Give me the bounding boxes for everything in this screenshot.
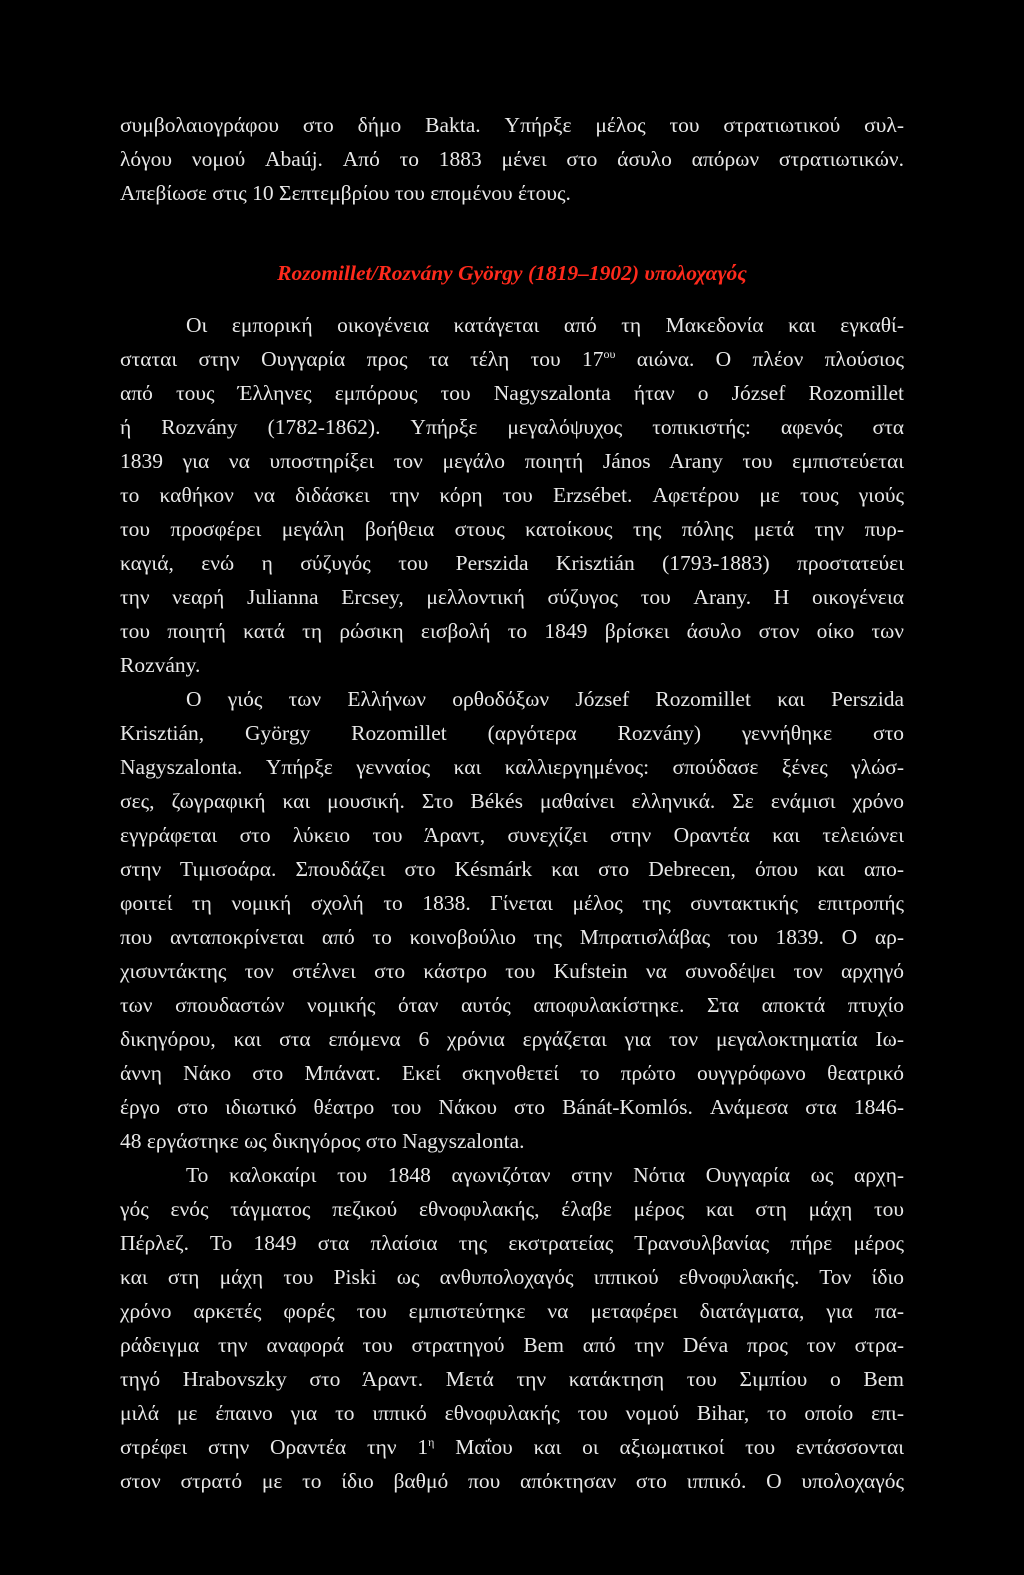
text-fragment: στρέφει στην Οραντέα την 1 bbox=[120, 1435, 429, 1459]
text-line: καγιά, ενώ η σύζυγός του Perszida Krisztián (1793-1883) προστατεύει bbox=[120, 551, 904, 575]
text-line: Nagyszalonta. Υπήρξε γενναίος και καλλιεργημένος: σπούδασε ξένες γλώσ- bbox=[120, 755, 904, 779]
text-line: στον στρατό με το ίδιο βαθμό που απόκτησαν στο ιππικό. Ο υπολοχαγός bbox=[120, 1469, 904, 1493]
text-line: Οι εμπορική οικογένεια κατάγεται από τη Μακεδονία και εγκαθί- bbox=[186, 313, 904, 337]
text-line: φοιτεί τη νομική σχολή το 1838. Γίνεται μέλος της συντακτικής επιτροπής bbox=[120, 891, 904, 915]
superscript: ου bbox=[603, 346, 616, 361]
text-line: χρόνο αρκετές φορές του εμπιστεύτηκε να μεταφέρει διατάγματα, για πα- bbox=[120, 1299, 904, 1323]
text-line: μιλά με έπαινο για το ιππικό εθνοφυλακής του νομού Bihar, το οποίο επι- bbox=[120, 1401, 904, 1425]
text-line: συμβολαιογράφου στο δήμο Bakta. Υπήρξε μέλος του στρατιωτικού συλ- bbox=[120, 113, 904, 137]
text-line: ράδειγμα την αναφορά του στρατηγού Bem από την Déva προς τον στρα- bbox=[120, 1333, 904, 1357]
text-line: Απεβίωσε στις 10 Σεπτεμβρίου του επομένου έτους. bbox=[120, 181, 571, 205]
text-line: τηγό Hrabovszky στο Άραντ. Μετά την κατάκτηση του Σιμπίου ο Bem bbox=[120, 1367, 904, 1391]
text-line: Rozvány. bbox=[120, 653, 201, 677]
text-line: χισυντάκτης τον στέλνει στο κάστρο του Kufstein να συνοδέψει τον αρχηγό bbox=[120, 959, 904, 983]
text-fragment: αιώνα. Ο πλέον πλούσιος bbox=[615, 347, 904, 371]
text-fragment: Μαΐου και οι αξιωματικοί του εντάσσονται bbox=[434, 1435, 904, 1459]
text-line: έργο στο ιδιωτικό θέατρο του Νάκου στο Bánát-Komlós. Ανάμεσα στα 1846- bbox=[120, 1095, 904, 1119]
text-line: Ο γιός των Ελλήνων ορθοδόξων József Rozomillet και Perszida bbox=[186, 687, 904, 711]
text-line: το καθήκον να διδάσκει την κόρη του Erzsébet. Αφετέρου με τους γιούς bbox=[120, 483, 904, 507]
text-line: του προσφέρει μεγάλη βοήθεια στους κατοίκους της πόλης μετά την πυρ- bbox=[120, 517, 904, 541]
text-line bbox=[120, 342, 904, 376]
text-line: γός ενός τάγματος πεζικού εθνοφυλακής, έλαβε μέρος και στη μάχη του bbox=[120, 1197, 904, 1221]
text-line: και στη μάχη του Piski ως ανθυπολοχαγός ιππικού εθνοφυλακής. Τον ίδιο bbox=[120, 1265, 904, 1289]
text-line: από τους Έλληνες εμπόρους του Nagyszalonta ήταν ο József Rozomillet bbox=[120, 381, 904, 405]
document-page bbox=[120, 108, 904, 1498]
text-line: Krisztián, György Rozomillet (αργότερα Rozvány) γεννήθηκε στο bbox=[120, 721, 904, 745]
text-line: Πέρλεζ. Το 1849 στα πλαίσια της εκστρατείας Τρανσυλβανίας πήρε μέρος bbox=[120, 1231, 904, 1255]
text-line: άννη Νάκο στο Μπάνατ. Εκεί σκηνοθετεί το πρώτο ουγγρόφωνο θεατρικό bbox=[120, 1061, 904, 1085]
text-line: λόγου νομού Abaúj. Από το 1883 μένει στο άσυλο απόρων στρατιωτικών. bbox=[120, 147, 904, 171]
text-line: σες, ζωγραφική και μουσική. Στο Békés μαθαίνει ελληνικά. Σε ενάμισι χρόνο bbox=[120, 789, 904, 813]
text-line: 48 εργάστηκε ως δικηγόρος στο Nagyszalonta. bbox=[120, 1129, 525, 1153]
text-line: ή Rozvány (1782-1862). Υπήρξε μεγαλόψυχος τοπικιστής: αφενός στα bbox=[120, 415, 904, 439]
section-heading: Rozomillet/Rozvány György (1819–1902) υπολοχαγός bbox=[277, 261, 747, 285]
text-line: δικηγόρου, και στα επόμενα 6 χρόνια εργάζεται για τον μεγαλοκτηματία Ιω- bbox=[120, 1027, 904, 1051]
text-line bbox=[120, 1430, 904, 1464]
text-fragment: σταται στην Ουγγαρία προς τα τέλη του 17 bbox=[120, 347, 604, 371]
text-line: την νεαρή Julianna Ercsey, μελλοντική σύζυγος του Arany. Η οικογένεια bbox=[120, 585, 904, 609]
text-line: 1839 για να υποστηρίξει τον μεγάλο ποιητή János Arany του εμπιστεύεται bbox=[120, 449, 904, 473]
text-line: Το καλοκαίρι του 1848 αγωνιζόταν στην Νότια Ουγγαρία ως αρχη- bbox=[186, 1163, 904, 1187]
text-line: στην Τιμισοάρα. Σπουδάζει στο Késmárk και στο Debrecen, όπου και απο- bbox=[120, 857, 904, 881]
text-line: του ποιητή κατά τη ρώσικη εισβολή το 1849 βρίσκει άσυλο στον οίκο των bbox=[120, 619, 904, 643]
superscript: η bbox=[428, 1434, 435, 1449]
text-line: εγγράφεται στο λύκειο του Άραντ, συνεχίζει στην Οραντέα και τελειώνει bbox=[120, 823, 904, 847]
text-line: των σπουδαστών νομικής όταν αυτός αποφυλακίστηκε. Στα αποκτά πτυχίο bbox=[120, 993, 904, 1017]
text-line: που ανταποκρίνεται από το κοινοβούλιο της Μπρατισλάβας του 1839. Ο αρ- bbox=[120, 925, 904, 949]
